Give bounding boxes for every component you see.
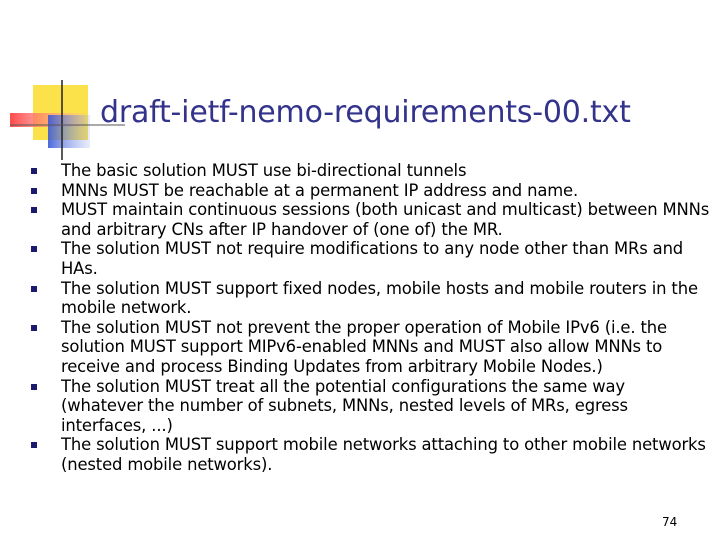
square-bullet-icon: [31, 246, 37, 252]
square-bullet-icon: [31, 286, 37, 292]
bullet-text: The solution MUST treat all the potential configurations the same way (whatever the number of subnets, MNNs, nested levels of MRs, egress interfaces, ...): [61, 376, 628, 435]
list-item: [31, 435, 711, 474]
square-bullet-icon: [31, 168, 37, 174]
square-bullet-icon: [31, 207, 37, 213]
list-item: [31, 318, 711, 377]
bullet-text: The basic solution MUST use bi-directional tunnels: [61, 161, 467, 180]
bullet-text: MUST maintain continuous sessions (both unicast and multicast) between MNNs and arbitrary CNs after IP handover of (one of) the MR.: [61, 200, 710, 239]
square-bullet-icon: [31, 188, 37, 194]
corner-decoration: [0, 0, 130, 160]
bullet-text: The solution MUST support mobile networks attaching to other mobile networks (nested mobile networks).: [61, 435, 706, 474]
square-bullet-icon: [31, 442, 37, 448]
list-item: [31, 181, 711, 201]
bullet-text: MNNs MUST be reachable at a permanent IP address and name.: [61, 180, 579, 200]
bullet-text: The solution MUST not prevent the proper operation of Mobile IPv6 (i.e. the solution MUST support MIPv6-enabled MNNs and MUST also allow MNNs to receive and process Binding Updates from arbitrary Mobile Nodes.): [61, 317, 667, 376]
list-item: [31, 239, 711, 278]
square-bullet-icon: [31, 325, 37, 331]
bullet-text: The solution MUST support fixed nodes, mobile hosts and mobile routers in the mobile network.: [61, 278, 698, 318]
square-bullet-icon: [31, 384, 37, 390]
bullet-text: The solution MUST not require modifications to any node other than MRs and HAs.: [61, 239, 684, 278]
list-item: [31, 161, 711, 181]
blue-square: [48, 115, 90, 148]
slide-title: draft-ietf-nemo-requirements-00.txt: [100, 95, 631, 130]
list-item: [31, 377, 711, 436]
list-item: [31, 279, 711, 318]
page-number: 74: [662, 515, 678, 529]
bullet-list: [31, 161, 711, 475]
list-item: [31, 200, 711, 239]
